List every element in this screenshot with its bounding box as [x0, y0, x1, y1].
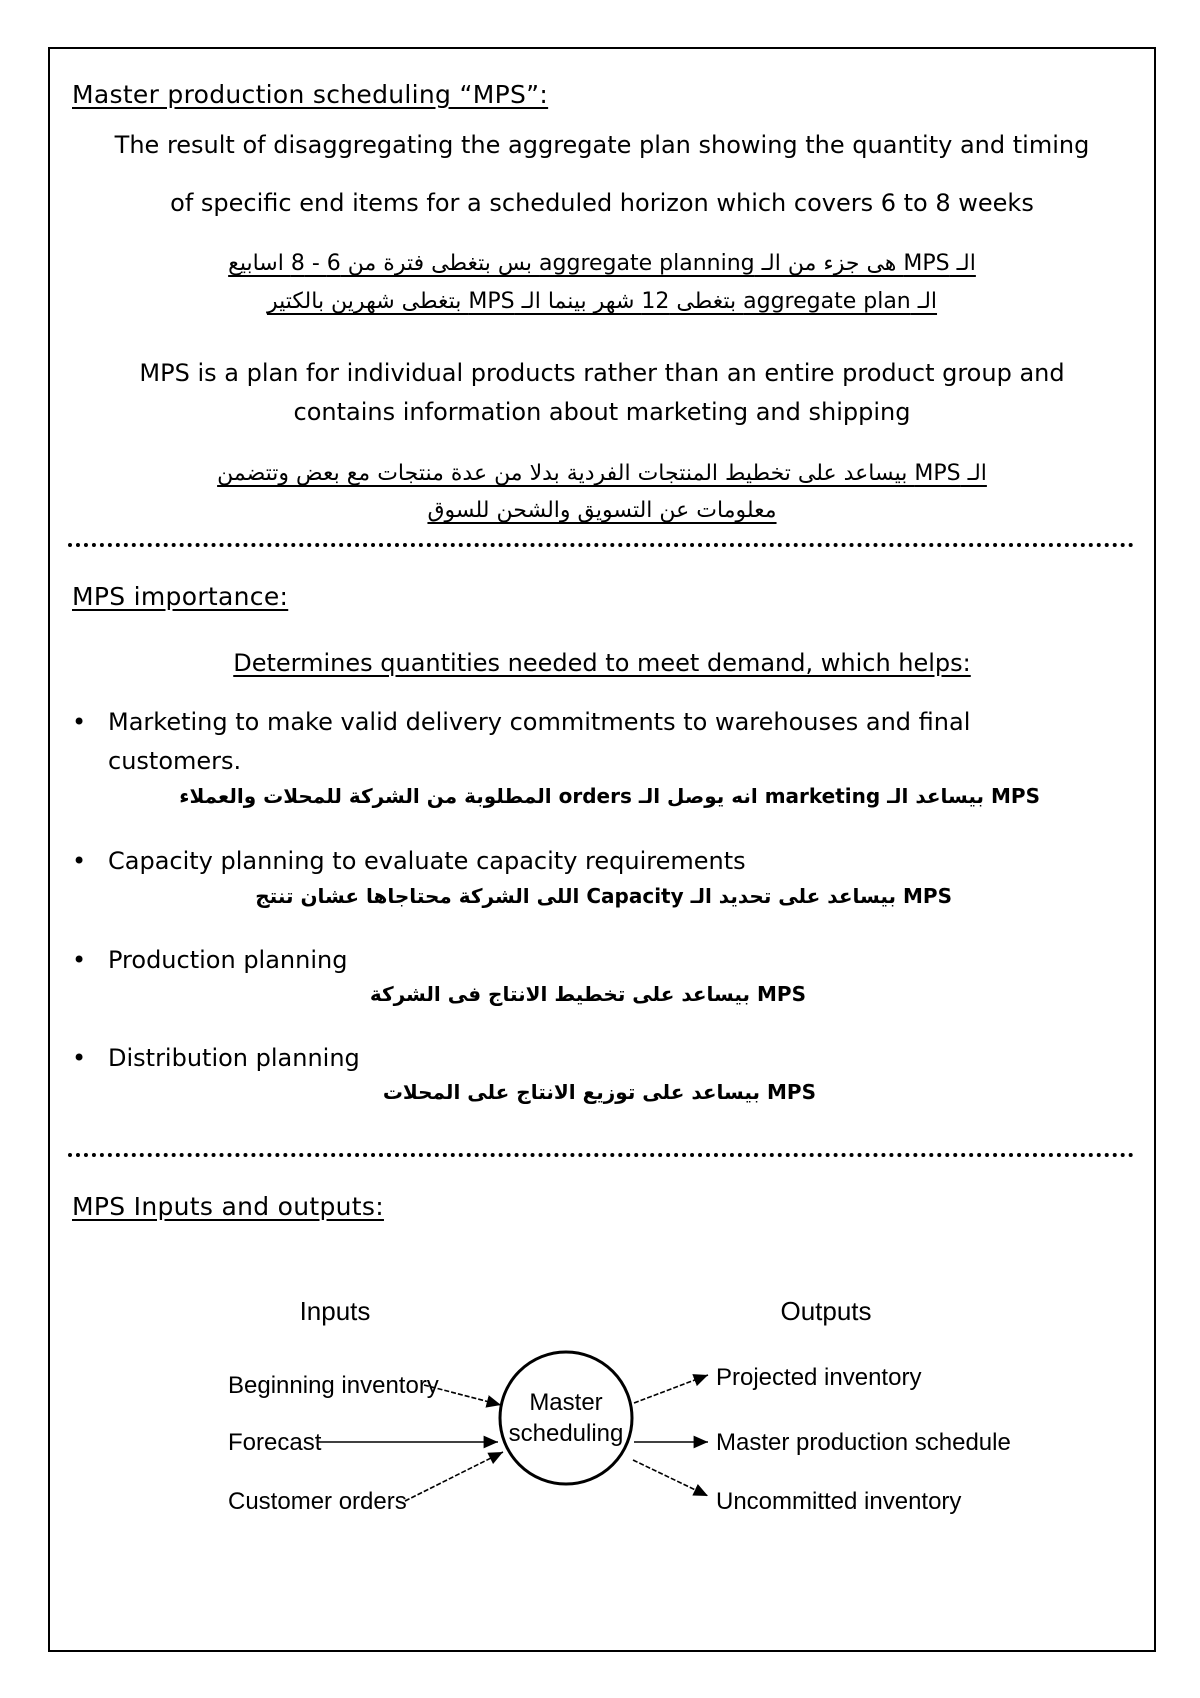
input-label: Forecast	[228, 1429, 322, 1456]
center-label-line-2: scheduling	[508, 1420, 624, 1447]
bullet-text-line-1: Production planning	[108, 946, 348, 974]
output-label: Master production schedule	[716, 1429, 1011, 1456]
bullet-arabic-note: MPS بيساعد الـ marketing انه يوصل الـ orders المطلوبة من الشركة للمحلات والعملاء	[179, 784, 1040, 808]
bullet-dot: •	[72, 946, 87, 974]
definition-line-2: of specific end items for a scheduled horizon which covers 6 to 8 weeks	[170, 189, 1034, 217]
arabic-note-line-4: معلومات عن التسويق والشحن للسوق	[427, 498, 777, 523]
bullet-arabic-note: MPS بيساعد على تحديد الـ Capacity اللى الشركة محتاجاها عشان تنتج	[255, 884, 952, 908]
definition-line-1: The result of disaggregating the aggregate plan showing the quantity and timing	[114, 131, 1090, 159]
importance-subtitle: Determines quantities needed to meet demand, which helps:	[233, 649, 971, 677]
plan-line-2: contains information about marketing and shipping	[293, 398, 911, 426]
center-label-line-1: Master	[529, 1389, 603, 1416]
heading-importance: MPS importance:	[72, 582, 289, 611]
input-label: Beginning inventory	[228, 1372, 439, 1399]
bullet-text-line-1: Marketing to make valid delivery commitments to warehouses and final	[108, 708, 971, 736]
bullet-dot: •	[72, 847, 87, 875]
bullet-text-line-2: customers.	[108, 747, 242, 775]
master-scheduling-circle	[500, 1352, 632, 1484]
heading-inputs-outputs: MPS Inputs and outputs:	[72, 1192, 384, 1221]
bullet-arabic-note: MPS بيساعد على تخطيط الانتاج فى الشركة	[369, 982, 806, 1006]
input-label: Customer orders	[228, 1488, 407, 1515]
outputs-title: Outputs	[780, 1296, 872, 1326]
output-label: Uncommitted inventory	[716, 1488, 962, 1515]
arabic-note-line-3: الـ MPS بيساعد على تخطيط المنتجات الفردية بدلا من عدة منتجات مع بعض وتتضمن	[217, 461, 987, 486]
inputs-title: Inputs	[299, 1296, 371, 1326]
output-arrow	[633, 1460, 708, 1496]
bullet-text-line-1: Distribution planning	[108, 1044, 360, 1072]
plan-line-1: MPS is a plan for individual products rather than an entire product group and	[139, 359, 1065, 387]
output-label: Projected inventory	[716, 1364, 922, 1391]
heading-mps: Master production scheduling “MPS”:	[72, 80, 549, 109]
arabic-note-line-1: الـ MPS هى جزء من الـ aggregate planning بس بتغطى فترة من 6 - 8 اسابيع	[228, 251, 976, 276]
bullet-text-line-1: Capacity planning to evaluate capacity requirements	[108, 847, 746, 875]
output-arrow	[634, 1375, 708, 1403]
input-arrow	[405, 1452, 503, 1501]
bullet-dot: •	[72, 1044, 87, 1072]
bullet-arabic-note: MPS بيساعد على توزيع الانتاج على المحلات	[382, 1080, 816, 1104]
arabic-note-line-2: الـ aggregate plan بتغطى 12 شهر بينما الـ MPS بتغطى شهرين بالكتير	[266, 289, 938, 314]
bullet-dot: •	[72, 708, 87, 736]
